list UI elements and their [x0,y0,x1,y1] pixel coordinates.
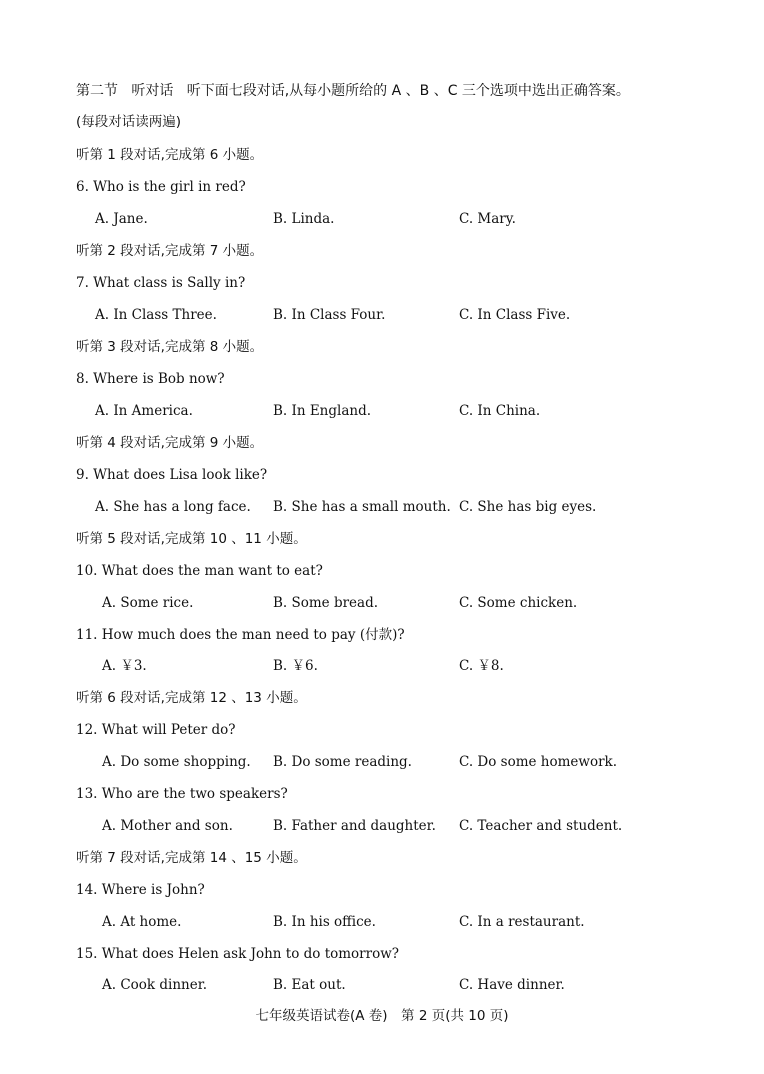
option-c: C. Some chicken. [459,595,578,611]
question-stem: 11. How much does the man need to pay (付款)? [76,627,405,643]
dialogue-intro: 听第 7 段对话,完成第 14 、15 小题。 [76,850,307,866]
option-b: B. ￥6. [273,658,318,674]
option-a: A. She has a long face. [95,499,251,515]
page-footer: 七年级英语试卷(A 卷) 第 2 页(共 10 页) [255,1008,509,1024]
question-stem: 8. Where is Bob now? [76,371,225,387]
dialogue-intro: 听第 1 段对话,完成第 6 小题。 [76,147,264,163]
section-note: (每段对话读两遍) [76,114,182,130]
question-stem: 10. What does the man want to eat? [76,563,323,579]
section-header [76,80,630,100]
option-c: C. ￥8. [459,658,504,674]
dialogue-intro: 听第 5 段对话,完成第 10 、11 小题。 [76,531,307,547]
option-b: B. Some bread. [273,595,379,611]
option-a: A. Jane. [95,211,148,227]
option-a: A. Cook dinner. [102,977,207,993]
option-a: A. Mother and son. [102,818,233,834]
section-label: 第二节 [76,83,118,99]
section-title: 听对话 [131,83,174,99]
question-stem: 9. What does Lisa look like? [76,467,268,483]
option-c: C. In a restaurant. [459,914,585,930]
option-a: A. Do some shopping. [102,754,251,770]
option-a: A. Some rice. [102,595,194,611]
option-c: C. Mary. [459,211,516,227]
option-c: C. She has big eyes. [459,499,597,515]
option-c: C. In Class Five. [459,307,571,323]
option-c: C. In China. [459,403,541,419]
question-stem: 12. What will Peter do? [76,722,236,738]
option-c: C. Teacher and student. [459,818,623,834]
question-stem: 6. Who is the girl in red? [76,179,246,195]
option-b: B. In Class Four. [273,307,386,323]
dialogue-intro: 听第 4 段对话,完成第 9 小题。 [76,435,264,451]
option-a: A. At home. [102,914,182,930]
option-b: B. Father and daughter. [273,818,436,834]
option-b: B. Linda. [273,211,335,227]
dialogue-intro: 听第 6 段对话,完成第 12 、13 小题。 [76,690,307,706]
option-a: A. In America. [95,403,193,419]
option-c: C. Have dinner. [459,977,565,993]
option-a: A. In Class Three. [95,307,217,323]
question-stem: 13. Who are the two speakers? [76,786,288,802]
question-stem: 15. What does Helen ask John to do tomorrow? [76,946,400,962]
question-stem: 7. What class is Sally in? [76,275,246,291]
option-c: C. Do some homework. [459,754,618,770]
option-b: B. In England. [273,403,372,419]
dialogue-intro: 听第 2 段对话,完成第 7 小题。 [76,243,264,259]
section-instruction: 听下面七段对话,从每小题所给的 A 、B 、C 三个选项中选出正确答案。 [186,83,630,99]
dialogue-intro: 听第 3 段对话,完成第 8 小题。 [76,339,264,355]
option-b: B. She has a small mouth. [273,499,451,515]
option-a: A. ￥3. [102,658,147,674]
option-b: B. Do some reading. [273,754,412,770]
option-b: B. Eat out. [273,977,346,993]
question-stem: 14. Where is John? [76,882,205,898]
option-b: B. In his office. [273,914,376,930]
